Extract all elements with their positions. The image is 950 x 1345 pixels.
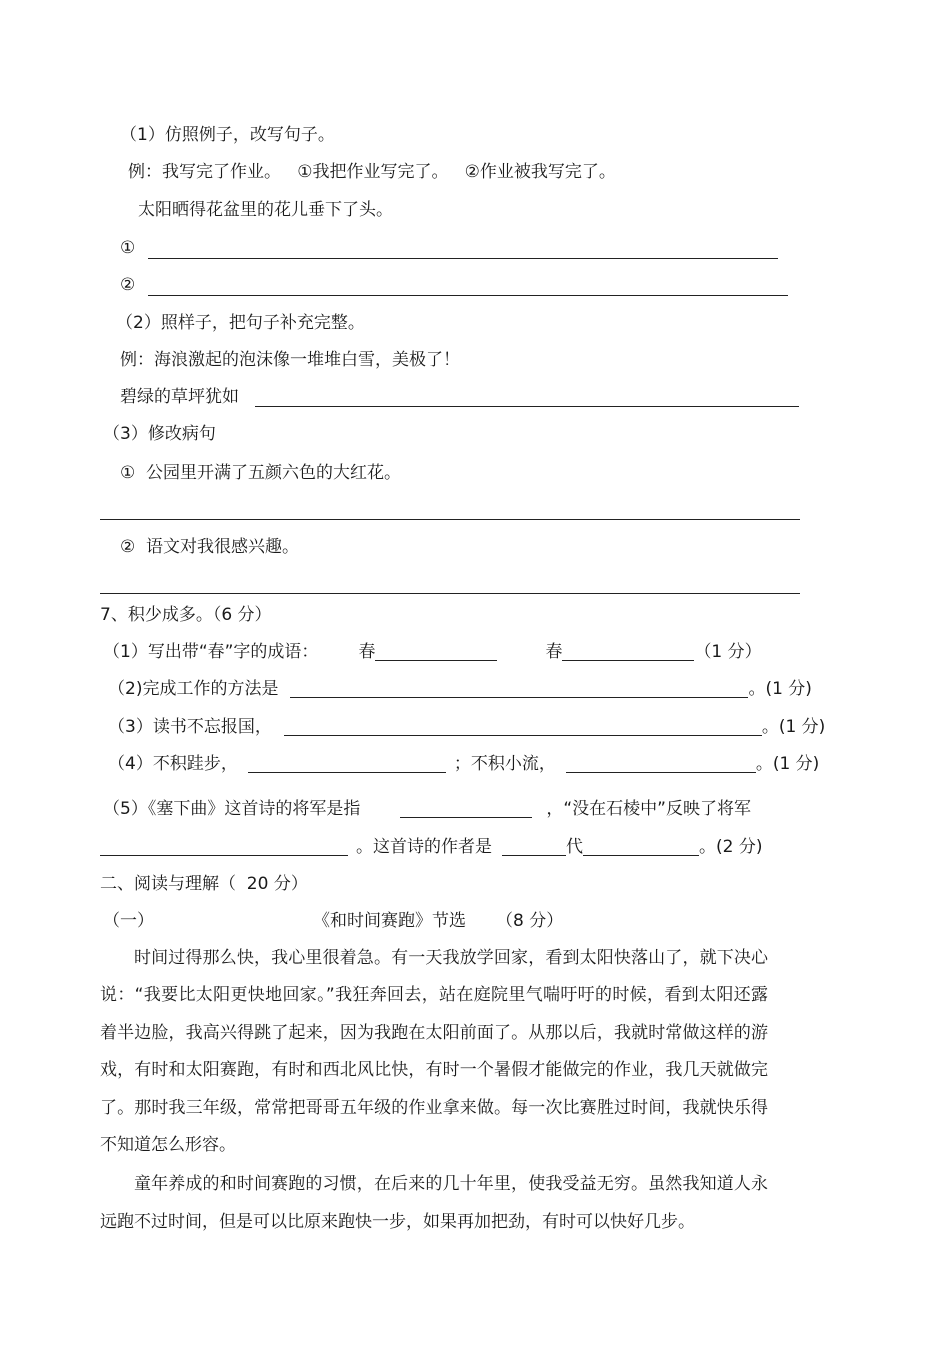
dynasty-blank[interactable] — [502, 837, 566, 856]
answer-line-rewrite-2[interactable] — [148, 295, 788, 296]
chun-label-2: 春 — [545, 642, 563, 662]
answer-line-rewrite-1[interactable] — [148, 258, 778, 259]
passage-score: （8 分） — [496, 911, 564, 931]
q7-line6 — [100, 836, 762, 858]
q6-part1-title: （1）仿照例子，改写句子。 — [120, 125, 335, 145]
q7-line4-end: 。(1 分) — [755, 754, 820, 774]
q7-line1-text: （1）写出带“春”字的成语： — [103, 642, 319, 662]
q7-line5-text: （5）《塞下曲》这首诗的将军是指 — [103, 799, 361, 819]
q7-line2 — [108, 678, 812, 700]
q7-line5-mid: ，“没在石棱中”反映了将军 — [546, 799, 751, 819]
q7-title: 7、积少成多。（6 分） — [100, 605, 272, 625]
passage-paragraph-2: 童年养成的和时间赛跑的习惯，在后来的几十年里，使我受益无穷。虽然我知道人永远跑不过时间，但是可以比原来跑快一步，如果再加把劲，有时可以快好几步。 — [100, 1174, 768, 1232]
q7-line4-text: （4）不积跬步， — [108, 754, 238, 774]
q7-line6-text: 。这首诗的作者是 — [356, 837, 492, 857]
q7-line3 — [108, 716, 825, 738]
q6-part3-item2: ② 语文对我很感兴趣。 — [120, 537, 300, 557]
section2-title: 二、阅读与理解（ 20 分） — [100, 874, 308, 894]
q7-line2-end: 。(1 分) — [748, 679, 812, 699]
dai-label: 代 — [566, 837, 583, 857]
author-blank[interactable] — [583, 837, 699, 856]
answer-line-correction-1[interactable] — [100, 519, 800, 520]
chun-label-1: 春 — [358, 642, 376, 662]
q6-part2-prompt: 碧绿的草坪犹如 — [120, 387, 239, 407]
idiom-blank-1[interactable] — [375, 642, 497, 661]
proverb-blank-1[interactable] — [248, 754, 446, 773]
passage-paragraph-1: 时间过得那么快，我心里很着急。有一天我放学回家，看到太阳快落山了，就下决心说：“我要比太阳更快地回家。”我狂奔回去，站在庭院里气喘吁吁的时候，看到太阳还露着半边脸，我高兴得跳了起来，因为我跑在太阳前面了。从那以后，我就时常做这样的游戏，有时和太阳赛跑，有时和西北风比快，有时一个暑假才能做完的作业，我几天就做完了。那时我三年级，常常把哥哥五年级的作业拿来做。每一次比赛胜过时间，我就快乐得不知道怎么形容。 — [100, 948, 768, 1156]
passage-label: （一） — [103, 911, 154, 931]
q6-part1-example: 例：我写完了作业。 ①我把作业写完了。 ②作业被我写完了。 — [128, 162, 616, 182]
q7-line1-score: （1 分） — [694, 642, 762, 662]
passage-title: 《和时间赛跑》节选 — [313, 911, 466, 931]
q7-line3-text: （3）读书不忘报国， — [108, 717, 272, 737]
q6-part3-title: （3）修改病句 — [103, 424, 216, 444]
circle-two-label: ② — [120, 275, 136, 295]
circle-one-label: ① — [120, 238, 136, 258]
answer-line-simile[interactable] — [255, 406, 799, 407]
patriotism-blank[interactable] — [284, 717, 762, 736]
q6-part2-title: （2）照样子，把句子补充完整。 — [116, 313, 365, 333]
proverb-blank-2[interactable] — [566, 754, 756, 773]
q7-line4-mid: ；不积小流， — [453, 754, 556, 774]
q7-line4 — [108, 753, 819, 775]
answer-line-correction-2[interactable] — [100, 593, 800, 594]
general-trait-blank[interactable] — [100, 837, 348, 856]
q7-line5 — [103, 798, 751, 820]
q7-line3-end: 。(1 分) — [761, 717, 826, 737]
q7-line6-end: 。(2 分) — [699, 837, 763, 857]
q7-line1 — [103, 641, 762, 663]
q6-part2-example: 例：海浪激起的泡沫像一堆堆白雪，美极了！ — [120, 350, 460, 370]
passage-body — [100, 940, 768, 1241]
q6-part1-sentence: 太阳晒得花盆里的花儿垂下了头。 — [138, 200, 393, 220]
general-blank[interactable] — [400, 799, 532, 818]
q6-part3-item1: ① 公园里开满了五颜六色的大红花。 — [120, 463, 402, 483]
method-blank[interactable] — [290, 679, 748, 698]
q7-line2-text: （2)完成工作的方法是 — [108, 679, 279, 699]
idiom-blank-2[interactable] — [562, 642, 694, 661]
